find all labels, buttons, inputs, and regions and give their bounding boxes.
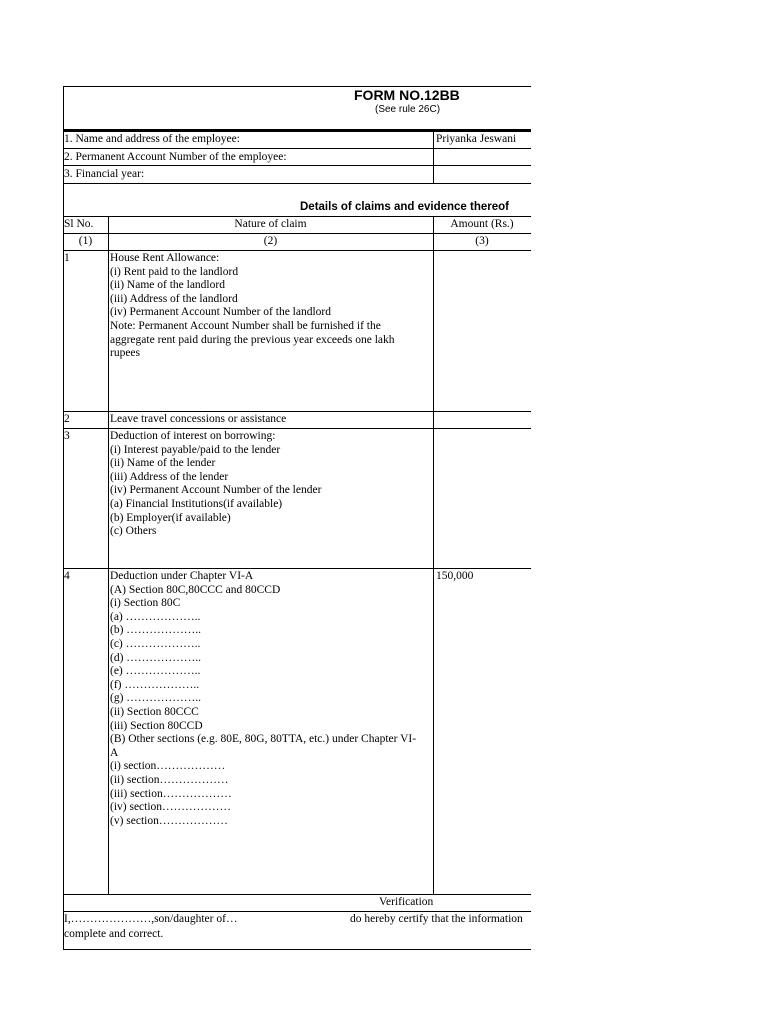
employee-pan-label: 2. Permanent Account Number of the employee: bbox=[64, 151, 287, 163]
header-thick-divider bbox=[63, 129, 531, 132]
claims-heading: Details of claims and evidence thereof bbox=[300, 201, 509, 213]
claims-table-bottom bbox=[63, 894, 531, 895]
item-4-line-3: (i) Section 80C bbox=[110, 597, 181, 610]
item-4-line-10: (g) ……………….. bbox=[110, 692, 202, 705]
item-1-line-6: Note: Permanent Account Number shall be furnished if the bbox=[110, 319, 381, 332]
col-number-3: (3) bbox=[475, 235, 489, 247]
item-1-line-1: House Rent Allowance: bbox=[110, 252, 220, 264]
col-header-nature: Nature of claim bbox=[234, 218, 307, 230]
claims-table-top bbox=[63, 216, 531, 217]
item-1-sl: 1 bbox=[64, 252, 70, 264]
verification-heading: Verification bbox=[379, 896, 434, 908]
item-1-line-7: aggregate rent paid during the previous year exceeds one lakh bbox=[110, 333, 395, 346]
col-header-sl: Sl No. bbox=[64, 218, 94, 230]
item-4-line-16: (ii) section……………… bbox=[110, 773, 229, 786]
item-4-line-12: (iii) Section 80CCD bbox=[110, 719, 203, 732]
item-3-line-8: (c) Others bbox=[110, 525, 157, 538]
employee-name-label: 1. Name and address of the employee: bbox=[64, 133, 240, 145]
top-border bbox=[63, 86, 531, 87]
item-3-line-3: (ii) Name of the lender bbox=[110, 457, 216, 470]
item-4-line-15: (i) section……………… bbox=[110, 760, 226, 773]
item-4-line-7: (d) ……………….. bbox=[110, 651, 202, 664]
item-2-sl: 2 bbox=[64, 413, 70, 425]
claims-col-divider-1 bbox=[108, 216, 109, 894]
info-row-divider-3 bbox=[63, 183, 531, 184]
item-3-line-1: Deduction of interest on borrowing: bbox=[110, 430, 276, 442]
item-4-amount: 150,000 bbox=[436, 570, 474, 582]
info-value-divider bbox=[433, 131, 434, 183]
claims-header-divider bbox=[63, 233, 531, 234]
form-title: FORM NO.12BB bbox=[354, 87, 460, 103]
item-4-line-11: (ii) Section 80CCC bbox=[110, 705, 199, 718]
item-4-line-19: (v) section……………… bbox=[110, 814, 228, 827]
form-subtitle: (See rule 26C) bbox=[375, 104, 441, 115]
col-number-1: (1) bbox=[78, 235, 93, 247]
item-4-line-6: (c) ……………….. bbox=[110, 637, 201, 650]
item-4-line-1: Deduction under Chapter VI-A bbox=[110, 570, 254, 582]
item-3-line-6: (a) Financial Institutions(if available) bbox=[110, 497, 283, 510]
item-4-line-5: (b) ……………….. bbox=[110, 624, 202, 637]
item-4-line-4: (a) ……………….. bbox=[110, 610, 201, 623]
item-4-line-9: (f) ……………….. bbox=[110, 678, 200, 691]
claims-row-divider-3 bbox=[63, 568, 531, 569]
col-header-amount: Amount (Rs.) bbox=[450, 218, 514, 230]
item-3-line-4: (iii) Address of the lender bbox=[110, 470, 229, 483]
financial-year-label: 3. Financial year: bbox=[64, 168, 145, 180]
info-row-divider-2 bbox=[63, 165, 531, 166]
item-4-line-8: (e) ……………….. bbox=[110, 665, 201, 678]
claims-row-divider-2 bbox=[63, 428, 531, 429]
verification-line-2: complete and correct. bbox=[64, 928, 164, 940]
info-row-divider-1 bbox=[63, 148, 531, 149]
item-4-line-18: (iv) section……………… bbox=[110, 801, 232, 814]
item-3-line-2: (i) Interest payable/paid to the lender bbox=[110, 443, 281, 456]
employee-name-value: Priyanka Jeswani bbox=[436, 133, 517, 145]
item-3-line-7: (b) Employer(if available) bbox=[110, 511, 231, 524]
claims-col-divider-2 bbox=[433, 216, 434, 894]
item-4-line-13: (B) Other sections (e.g. 80E, 80G, 80TTA, etc.) under Chapter VI- bbox=[110, 733, 417, 746]
item-1-line-5: (iv) Permanent Account Number of the landlord bbox=[110, 306, 331, 319]
item-4-line-14: A bbox=[110, 746, 119, 759]
claims-row-divider-1 bbox=[63, 411, 531, 412]
verification-line-1-right: do hereby certify that the information bbox=[350, 913, 523, 925]
bottom-border bbox=[63, 949, 531, 950]
verification-divider bbox=[63, 911, 531, 912]
item-1-line-3: (ii) Name of the landlord bbox=[110, 279, 225, 292]
verification-line-1-left: I,…………………,son/daughter of… bbox=[64, 913, 238, 925]
item-3-line-5: (iv) Permanent Account Number of the lender bbox=[110, 484, 322, 497]
claims-colnum-divider bbox=[63, 250, 531, 251]
item-1-line-2: (i) Rent paid to the landlord bbox=[110, 265, 239, 278]
item-4-description bbox=[110, 570, 416, 828]
item-4-line-17: (iii) section……………… bbox=[110, 787, 232, 800]
item-3-description bbox=[110, 430, 321, 539]
item-3-sl: 3 bbox=[64, 430, 70, 442]
item-4-line-2: (A) Section 80C,80CCC and 80CCD bbox=[110, 583, 281, 596]
item-1-line-8: rupees bbox=[110, 347, 141, 360]
item-2-description: Leave travel concessions or assistance bbox=[110, 413, 287, 425]
item-1-description bbox=[110, 252, 395, 361]
col-number-2: (2) bbox=[263, 235, 278, 247]
item-4-sl: 4 bbox=[64, 570, 70, 582]
item-1-line-4: (iii) Address of the landlord bbox=[110, 292, 238, 305]
